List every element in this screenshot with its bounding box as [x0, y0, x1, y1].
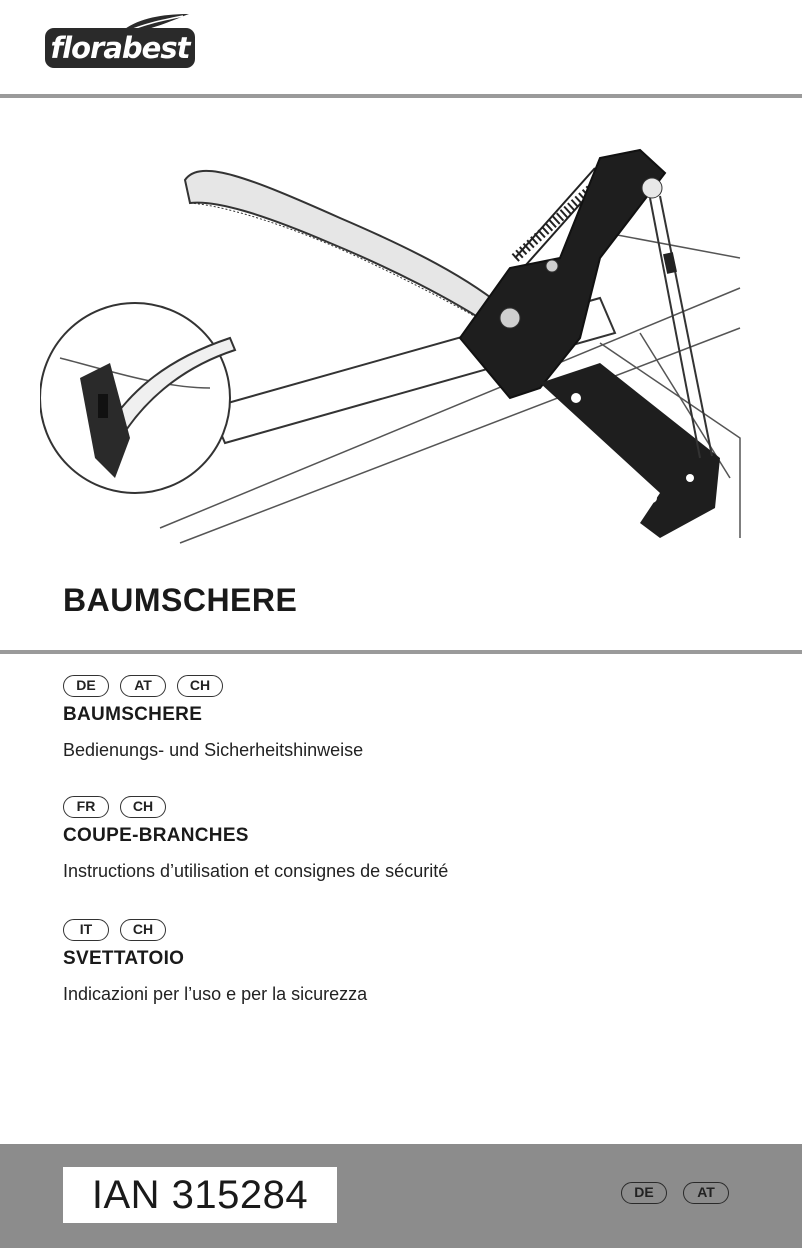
country-badge-fr: FR: [63, 796, 109, 818]
language-title: COUPE-BRANCHES: [63, 825, 249, 846]
language-title: BAUMSCHERE: [63, 704, 203, 725]
language-block-fr: [63, 795, 448, 882]
logo-text: florabest: [50, 31, 190, 65]
language-description: Instructions d’utilisation et consignes de sécurité: [63, 861, 449, 881]
country-badge-de: DE: [63, 675, 109, 697]
language-description: Indicazioni per l’uso e per la sicurezza: [63, 984, 368, 1004]
brand-logo: [43, 12, 203, 72]
language-block-de: [63, 674, 363, 761]
magnifier-detail-illustration: [40, 303, 235, 493]
pole-pruner-illustration: [40, 138, 780, 560]
country-badge-ch: CH: [177, 675, 223, 697]
country-badge-at: AT: [120, 675, 166, 697]
country-badge-at: AT: [683, 1182, 729, 1204]
language-description: Bedienungs- und Sicherheitshinweise: [63, 740, 364, 760]
language-block-it: [63, 918, 367, 1005]
top-divider: [0, 94, 802, 98]
product-title: BAUMSCHERE: [63, 582, 298, 618]
ian-number: IAN 315284: [63, 1167, 337, 1223]
title-divider: [0, 650, 802, 654]
footer-bar: [0, 1144, 802, 1248]
language-title: SVETTATOIO: [63, 948, 185, 969]
country-badge-it: IT: [63, 919, 109, 941]
country-badge-ch: CH: [120, 919, 166, 941]
country-badge-de: DE: [621, 1182, 667, 1204]
country-badge-ch: CH: [120, 796, 166, 818]
